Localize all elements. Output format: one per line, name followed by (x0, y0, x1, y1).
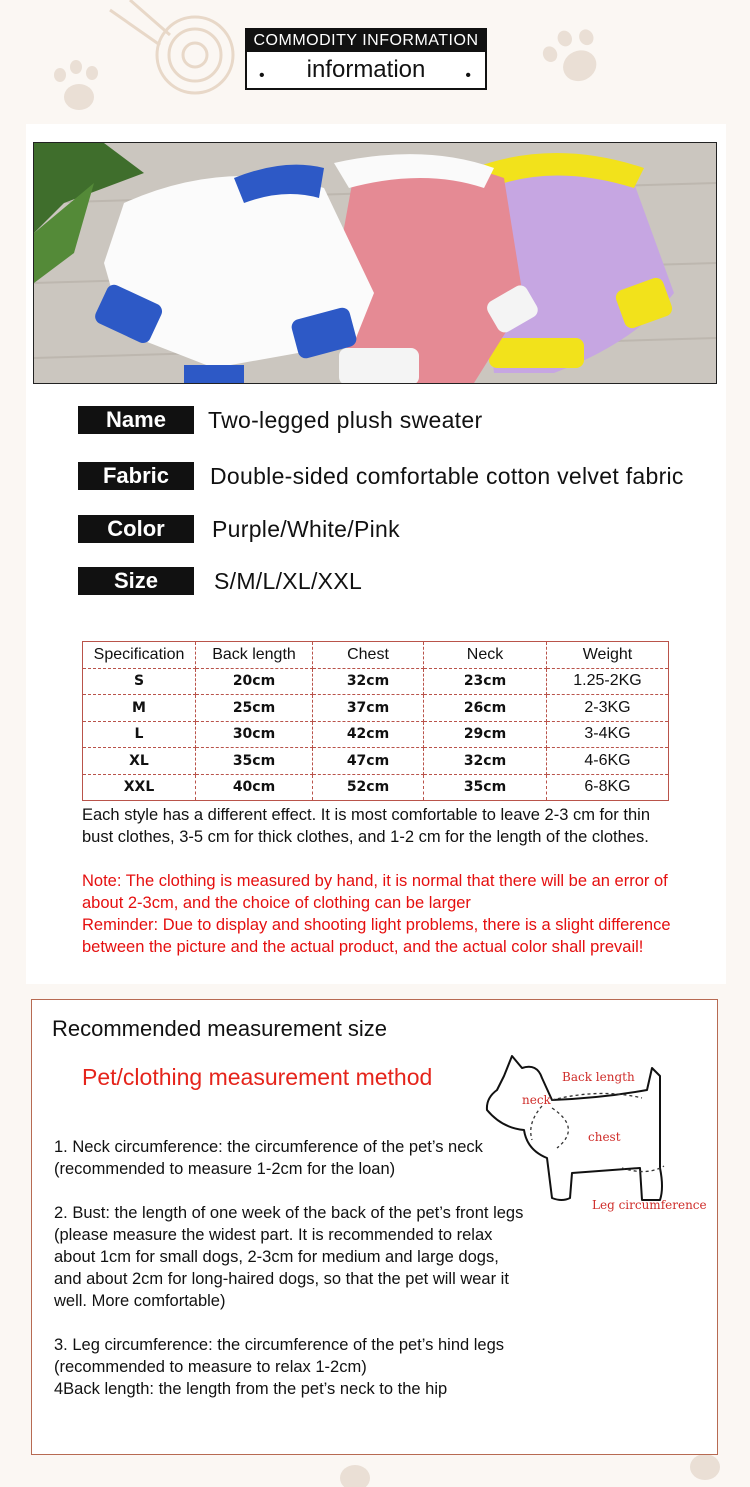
table-cell: 32cm (424, 748, 547, 775)
dog-diagram (482, 1048, 712, 1228)
table-row (83, 695, 669, 722)
diagram-label-neck: neck (522, 1093, 551, 1107)
spec-row-size (78, 566, 362, 596)
table-cell: S (83, 668, 196, 695)
table-cell: 25cm (196, 695, 313, 722)
table-cell: 30cm (196, 721, 313, 748)
spec-value-size: S/M/L/XL/XXL (214, 567, 363, 594)
table-cell: 23cm (424, 668, 547, 695)
spec-value-fabric: Double-sided comfortable cotton velvet fabric (210, 462, 684, 489)
measurement-title: Recommended measurement size (52, 1016, 388, 1041)
table-cell: 32cm (313, 668, 424, 695)
spec-label-fabric: Fabric (78, 462, 194, 490)
measure-note: Note: The clothing is measured by hand, it is normal that there will be an error of about 2-3cm, and the choice of clothing can be larger (82, 872, 668, 912)
measurement-item-neck: 1. Neck circumference: the circumference of the pet’s neck (recommended to measure 1-2cm for the loan) (54, 1138, 483, 1178)
table-cell: 35cm (424, 774, 547, 801)
spec-label-color: Color (78, 515, 194, 543)
measurement-item-bust: 2. Bust: the length of one week of the back of the pet’s front legs (please measure the widest part. It is recommended to relax about 1cm for small dogs, 2-3cm for medium and large dogs, and about 2cm for long-haired dogs, so that the pet will wear it well. More comfortable) (54, 1204, 524, 1310)
measurement-subtitle: Pet/clothing measurement method (82, 1064, 433, 1090)
paw-print-icon (50, 60, 110, 120)
table-cell: 35cm (196, 748, 313, 775)
table-cell: 47cm (313, 748, 424, 775)
section-header (245, 28, 487, 90)
table-cell: 52cm (313, 774, 424, 801)
product-photo (33, 142, 717, 384)
table-row (83, 748, 669, 775)
table-cell: 2-3KG (547, 695, 669, 722)
table-cell: 6-8KG (547, 774, 669, 801)
paw-print-icon (535, 18, 615, 98)
table-header-cell: Specification (83, 642, 196, 669)
table-cell: M (83, 695, 196, 722)
measurement-item-back: 4Back length: the length from the pet’s neck to the hip (54, 1380, 448, 1398)
table-row (83, 721, 669, 748)
table-cell: 1.25-2KG (547, 668, 669, 695)
measurement-item-leg: 3. Leg circumference: the circumference of the pet’s hind legs (recommended to measure to relax 1-2cm) (54, 1336, 505, 1376)
size-table (82, 641, 669, 801)
spec-value-name: Two-legged plush sweater (208, 406, 483, 433)
spec-label-size: Size (78, 567, 194, 595)
spec-label-name: Name (78, 406, 194, 434)
decorative-shell-icon (100, 0, 240, 110)
table-cell: 20cm (196, 668, 313, 695)
spec-value-color: Purple/White/Pink (212, 515, 400, 542)
diagram-label-back-length: Back length (562, 1070, 635, 1084)
table-cell: 4-6KG (547, 748, 669, 775)
table-cell: L (83, 721, 196, 748)
table-cell: XL (83, 748, 196, 775)
table-cell: 37cm (313, 695, 424, 722)
table-cell: 40cm (196, 774, 313, 801)
table-header-cell: Back length (196, 642, 313, 669)
table-cell: 29cm (424, 721, 547, 748)
header-subtitle: information (306, 56, 426, 83)
table-header-row (83, 642, 669, 669)
spec-row-color (78, 514, 400, 544)
table-cell: 3-4KG (547, 721, 669, 748)
table-header-cell: Chest (313, 642, 424, 669)
table-cell: 26cm (424, 695, 547, 722)
header-dot-left: • (259, 67, 265, 84)
table-cell: XXL (83, 774, 196, 801)
style-note: Each style has a different effect. It is most comfortable to leave 2-3 cm for thin bust clothes, 3-5 cm for thick clothes, and 1-2 cm for the length of the clothes. (82, 806, 650, 846)
table-header-cell: Neck (424, 642, 547, 669)
spec-row-name (78, 405, 482, 435)
diagram-label-chest: chest (588, 1130, 621, 1144)
table-row (83, 668, 669, 695)
diagram-label-leg: Leg circumference (592, 1198, 707, 1212)
header-dot-right: • (465, 67, 471, 84)
table-header-cell: Weight (547, 642, 669, 669)
table-cell: 42cm (313, 721, 424, 748)
spec-row-fabric (78, 461, 684, 491)
table-row (83, 774, 669, 801)
paw-print-icon (330, 1455, 390, 1487)
reminder-note: Reminder: Due to display and shooting light problems, there is a slight difference between the picture and the actual product, and the actual color shall prevail! (82, 916, 671, 956)
measurement-box (31, 999, 718, 1455)
header-title: COMMODITY INFORMATION (247, 30, 485, 52)
